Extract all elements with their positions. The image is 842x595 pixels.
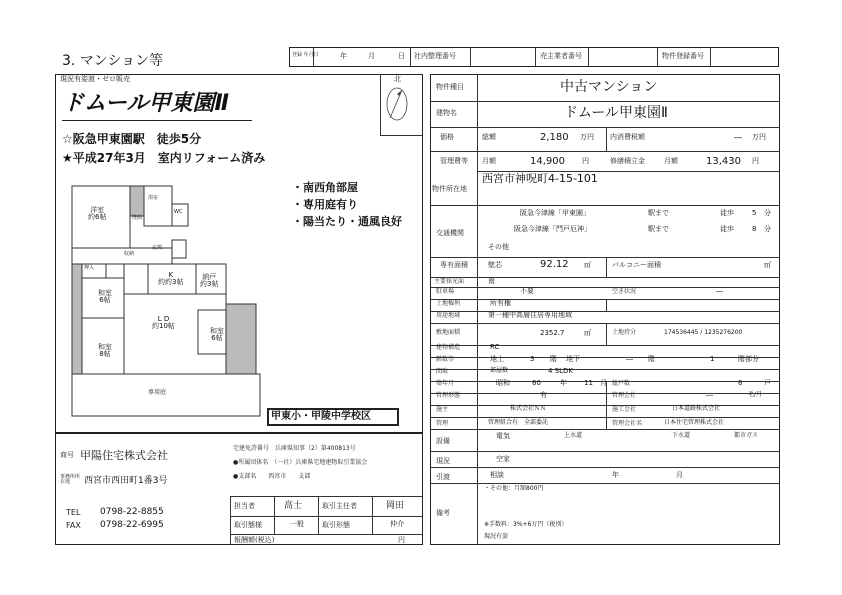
parking-label: 駐車場 — [436, 288, 455, 295]
floors-h: 階部分 — [738, 355, 759, 363]
floors-g: 1 — [710, 355, 715, 363]
builder-label: 施工会社 — [612, 406, 637, 413]
property-title: ドムール甲東園Ⅱ — [62, 91, 229, 116]
floor-dir-value: 南 — [488, 277, 495, 285]
units-unit: 戸 — [764, 379, 771, 387]
built-label: 築年月 — [436, 380, 455, 387]
register-month: 月 — [368, 52, 375, 60]
layout-prefix: 部屋数 — [490, 367, 509, 374]
fee-unit: 円 — [398, 536, 405, 544]
mgmt-fee-prefix: 月額 — [482, 157, 496, 165]
remarks-2: ※手数料：3%+6万円（税別） — [484, 521, 568, 528]
company-name-label: 商号 — [60, 451, 74, 459]
room-nando: 納戸 約3帖 — [200, 273, 219, 288]
top-note: 現況有姿渡・ゼロ販売 — [60, 75, 130, 83]
share-value: 174536445 / 1235276200 — [664, 329, 743, 336]
fee-label: 報酬額(税込) — [234, 536, 275, 544]
floors-e: ― — [626, 355, 633, 363]
north-label: 北 — [394, 75, 401, 83]
bullet-2: ・専用庭有り — [292, 198, 358, 211]
floors-c: 階 — [550, 355, 557, 363]
parking2-value: ― — [716, 287, 723, 295]
register-year: 年 — [340, 52, 347, 60]
remarks-label: 備考 — [436, 509, 450, 517]
struct-value: RC — [490, 343, 500, 351]
manage2-label: 管理会社名 — [612, 420, 643, 427]
trade2-value: 仲介 — [390, 520, 404, 528]
seller-number-label: 売主業者番号 — [540, 52, 582, 60]
company-name: 甲陽住宅株式会社 — [80, 449, 168, 462]
right-panel — [430, 74, 780, 545]
repair-fund-value: 13,430 — [706, 156, 741, 167]
company-fax: 0798-22-6995 — [100, 520, 164, 530]
site-unit: ㎡ — [584, 329, 591, 337]
mgmt-co-label: 管理会社 — [612, 392, 637, 399]
repair-fund-unit: 円 — [752, 157, 759, 165]
built-e: 月 — [600, 379, 607, 387]
repair-fund-prefix: 月額 — [664, 157, 678, 165]
association: ●所属団体名 （一社）兵庫県宅地建物取引業協会 — [233, 459, 368, 466]
room-washitsu-2: 和室 8帖 — [98, 343, 112, 358]
trade-label: 取引態様 — [234, 521, 262, 529]
floor-dir-label: 主要採光面 — [434, 278, 465, 285]
room-kitchen: K 約約3帖 — [158, 271, 184, 286]
struct-label: 建物構造 — [436, 344, 461, 351]
line2-b: 徒歩 — [720, 225, 734, 233]
builder-value: 日本道路株式会社 — [672, 405, 721, 412]
agent-label: 取引主任者 — [322, 502, 357, 510]
property-number-label: 物件登録番号 — [662, 52, 704, 60]
handover-month: 月 — [676, 471, 683, 479]
equip-electric: 電気 — [496, 432, 510, 440]
trade2-label: 取引形態 — [322, 521, 350, 529]
balcony-label: バルコニー面積 — [612, 261, 661, 269]
price-value: 2,180 — [540, 132, 569, 143]
line2-c: 8 — [752, 225, 757, 233]
address-label: 物件所在地 — [432, 185, 467, 193]
mgmt-fee-label: 管理費等 — [440, 157, 468, 165]
seller-value: 株式会社ＮＮ — [510, 405, 547, 412]
zoning-label: 用途地域 — [436, 312, 461, 319]
manage-label: 管理 — [436, 420, 449, 427]
mgmt-co-value: ― — [706, 391, 713, 399]
room-washitsu-3: 和室 6帖 — [210, 327, 224, 342]
register-date-label: 登録 年月日 — [292, 52, 319, 58]
built-d: 11 — [584, 379, 593, 387]
seller-label: 施主 — [436, 406, 449, 413]
site-label: 敷地面積 — [436, 329, 461, 336]
company-tel: 0798-22-8855 — [100, 507, 164, 517]
room-storage: 収納 — [124, 251, 135, 257]
built-c: 年 — [560, 379, 567, 387]
mgmt-type-value: 有 — [540, 391, 547, 399]
room-toilet: WC — [174, 209, 183, 215]
line1-station: 阪急今津線「甲東園」 — [520, 209, 590, 217]
area-prefix: 壁芯 — [488, 261, 502, 269]
room-bath: 浴室 — [148, 195, 159, 201]
floors-b: 3 — [530, 355, 535, 363]
trade-value: 一般 — [290, 520, 304, 528]
school-district-text: 甲東小・甲陵中学校区 — [271, 411, 371, 422]
tel-label: TEL — [66, 508, 81, 517]
property-type: 中古マンション — [560, 79, 658, 95]
bullet-3: ・陽当たり・通風良好 — [292, 215, 402, 228]
parking2-label: 空き状況 — [612, 288, 637, 295]
section-title: 3. マンション等 — [62, 53, 164, 69]
built-b: 60 — [532, 379, 541, 387]
internal-number-label: 社内整理番号 — [414, 52, 456, 60]
parking-value: 不要 — [520, 287, 534, 295]
property-address: 西宮市神呪町4-15-101 — [482, 172, 598, 185]
manage-value: 管理組合有 全部委託 — [488, 419, 549, 426]
land-right-value: 所有権 — [490, 299, 511, 307]
equip-water: 上水道 — [564, 432, 583, 439]
room-washitsu-1: 和室 6帖 — [98, 289, 112, 304]
room-ld: L D 約10帖 — [152, 315, 175, 330]
remarks-3: 現況有姿 — [484, 533, 509, 540]
line2-station: 阪急今津線「門戸厄神」 — [514, 225, 591, 233]
manage2-value: 日本住宅管理株式会社 — [664, 419, 725, 426]
register-day: 日 — [398, 52, 405, 60]
units-label: 総戸数 — [612, 380, 631, 387]
equip-gas: 都市ガス — [734, 432, 759, 439]
company-address-label: 事務所所在地 — [60, 474, 81, 485]
tax-value: ― — [734, 133, 742, 142]
bullet-1: ・南西角部屋 — [292, 181, 358, 194]
floors-f: 階 — [648, 355, 655, 363]
mgmt-type-label: 管理形態 — [436, 392, 461, 399]
handover-year: 年 — [612, 471, 619, 479]
status-value: 空家 — [496, 455, 510, 463]
built-a: 昭和 — [496, 379, 510, 387]
units-value: 6 — [738, 379, 743, 387]
floors-a: 地上 — [490, 355, 504, 363]
room-yoshitsu: 洋室 約6帖 — [88, 206, 107, 221]
share-label: 土地持分 — [612, 329, 637, 336]
handover-value: 相談 — [490, 471, 504, 479]
staff-label: 担当者 — [234, 502, 255, 510]
price-unit: 万円 — [580, 133, 594, 141]
zoning-value: 第一種中高層住居専用地域 — [488, 311, 572, 319]
line3-other: その他 — [488, 243, 509, 251]
remarks-1: ・その他：月額800円 — [484, 485, 544, 492]
mgmt-fee-value: 14,900 — [530, 156, 565, 167]
feature-line-1: ☆阪急甲東園駅 徒歩5分 — [62, 132, 202, 146]
equip-label: 設備 — [436, 437, 450, 445]
building-name: ドムール甲東園Ⅱ — [564, 105, 668, 121]
compass-icon — [384, 84, 410, 124]
room-oshiire: 押入 — [84, 265, 95, 271]
equip-sewer: 下水道 — [672, 432, 691, 439]
tax-label: 内消費税額 — [610, 133, 645, 141]
repair-fund-label: 修繕積立金 — [610, 157, 645, 165]
header-register-box — [289, 47, 779, 67]
layout-label: 間取 — [436, 368, 449, 375]
line2-d: 分 — [764, 225, 771, 233]
line2-a: 駅まで — [648, 225, 669, 233]
site-value: 2352.7 — [540, 329, 565, 337]
tax-unit: 万円 — [752, 133, 766, 141]
status-label: 現況 — [436, 457, 450, 465]
land-right-label: 土地権利 — [436, 300, 461, 307]
floors-d: 地下 — [566, 355, 580, 363]
branch: ●支部名 西宮市 支部 — [233, 473, 311, 480]
area-value: 92.12 — [540, 259, 569, 270]
type-label: 物件種目 — [436, 83, 464, 91]
agent-name: 岡田 — [386, 501, 405, 511]
mgmt-fee-unit: 円 — [582, 157, 589, 165]
company-address: 西宮市西田町1番3号 — [84, 476, 168, 486]
price-label: 価格 — [440, 133, 454, 141]
line1-a: 駅まで — [648, 209, 669, 217]
staff-name: 高士 — [284, 501, 303, 511]
line1-c: 5 — [752, 209, 757, 217]
mgmt-co2-value: 毛/月 — [748, 391, 763, 398]
feature-line-2: ★平成27年3月 室内リフォーム済み — [62, 151, 266, 165]
floors-label: 階数等 — [436, 356, 455, 363]
handover-label: 引渡 — [436, 473, 450, 481]
layout-value: 4 SLDK — [548, 367, 574, 375]
room-garden: 専用庭 — [148, 389, 167, 396]
balcony-unit: ㎡ — [764, 261, 771, 269]
room-genkan: 玄関 — [152, 245, 163, 251]
price-prefix: 総額 — [482, 133, 496, 141]
area-unit: ㎡ — [584, 261, 591, 269]
line1-b: 徒歩 — [720, 209, 734, 217]
area-label: 専有面積 — [440, 261, 468, 269]
fax-label: FAX — [66, 521, 81, 530]
room-wash: 洗面 — [132, 215, 143, 221]
license-number: 宅建免許番号 兵庫県知事（2）第400813号 — [233, 445, 356, 452]
line1-d: 分 — [764, 209, 771, 217]
traffic-label: 交通機関 — [436, 229, 464, 237]
building-name-label: 建物名 — [436, 109, 457, 117]
